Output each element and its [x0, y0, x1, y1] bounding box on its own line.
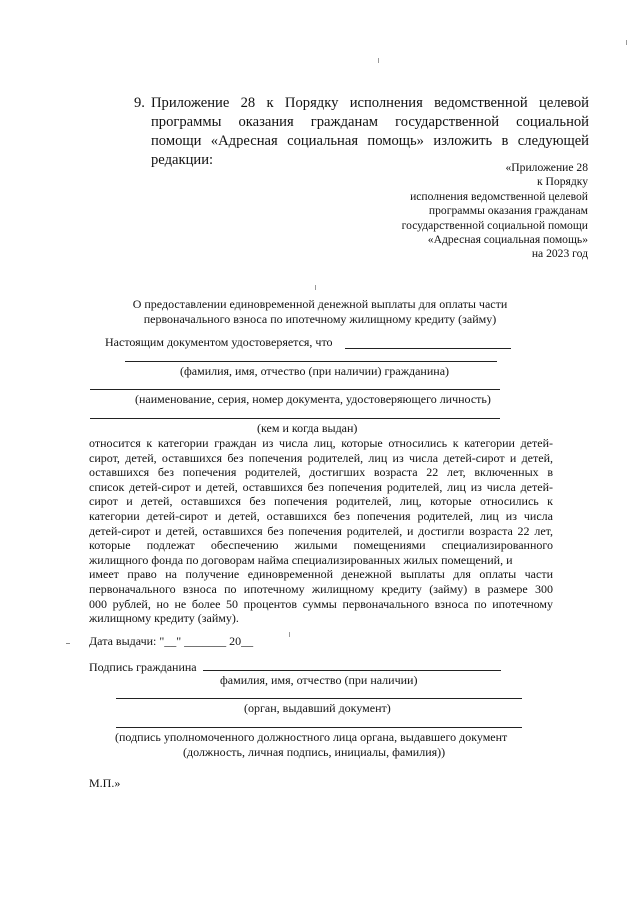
caption-issuer: (орган, выдавший документ) [244, 701, 391, 715]
body-line: которые подлежат обеспечению жилыми помещениями специализированного [89, 538, 553, 553]
body-line: оставшихся без попечения родителей, достигших возраста 22 лет, включенных в [89, 465, 553, 480]
signature-field-line [203, 670, 501, 671]
caption-id-document: (наименование, серия, номер документа, удостоверяющего личность) [135, 392, 491, 406]
official-field-line [116, 727, 522, 728]
caption-citizen-name: фамилия, имя, отчество (при наличии) [220, 673, 418, 687]
id-document-field-line [90, 389, 500, 390]
caption-official-details: (должность, личная подпись, инициалы, фамилия)) [183, 745, 446, 759]
name-field-line [345, 348, 511, 349]
item-text-line: программы оказания гражданам государственной социальной [151, 114, 589, 130]
caption-official-signature: (подпись уполномоченного должностного лица органа, выдавшего документ [115, 730, 508, 744]
scan-speck [315, 285, 316, 290]
appendix-header-line: государственной социальной помощи [401, 218, 588, 232]
body-line: детей-сирот и детей, оставшихся без попечения родителей, и достигли возраста 22 лет, [89, 523, 553, 538]
body-line: категории детей-сирот и детей, оставшихся без попечения родителей, лиц из числа [89, 508, 553, 523]
body-line: 000 рублей, но не более 50 процентов суммы первоначального взноса по ипотечному [89, 596, 553, 611]
caption-citizen-full-name: (фамилия, имя, отчество (при наличии) гражданина) [180, 364, 450, 378]
body-line: жилищного фонда по договорам найма специализированных жилых помещений, и [89, 552, 513, 567]
scan-speck [626, 40, 627, 45]
body-line: первоначального взноса по ипотечному жилищному кредиту (займу) в размере 300 [89, 581, 553, 596]
certificate-body [89, 436, 553, 626]
issue-date: Дата выдачи: "__" _______ 20__ [89, 634, 254, 648]
signature-label: Подпись гражданина [89, 660, 197, 674]
name-field-line-2 [125, 361, 497, 362]
certify-text: Настоящим документом удостоверяется, что [105, 335, 333, 349]
appendix-header-line: «Адресная социальная помощь» [427, 233, 588, 247]
body-line: сирот, детей, оставшихся без попечения родителей, лиц из числа детей-сирот и детей, [89, 450, 553, 465]
certificate-title-line: О предоставлении единовременной денежной выплаты для оплаты части [132, 297, 508, 311]
issued-by-field-line [90, 418, 500, 419]
appendix-header-line: программы оказания гражданам [428, 204, 588, 218]
issuer-field-line [116, 698, 522, 699]
body-line: жилищному кредиту (займу). [89, 611, 239, 626]
scan-speck [66, 643, 70, 644]
body-line: имеет право на получение единовременной денежной выплаты для оплаты части [89, 567, 553, 582]
caption-issued-by: (кем и когда выдан) [257, 421, 358, 435]
certificate-title-line: первоначального взноса по ипотечному жилищному кредиту (займу) [143, 312, 497, 326]
body-line: сирот и детей, оставшихся без попечения родителей, лиц, которые относились к [89, 494, 553, 509]
appendix-header-line: исполнения ведомственной целевой [410, 189, 588, 203]
appendix-header-line: «Приложение 28 [505, 161, 588, 174]
item-text-line: Приложение 28 к Порядку исполнения ведомственной целевой [151, 95, 589, 111]
appendix-header-line: к Порядку [537, 175, 588, 189]
body-line: относится к категории граждан из числа лиц, которые относились к категории детей- [89, 436, 553, 450]
scan-speck [378, 58, 379, 63]
body-line: список детей-сирот и детей, оставшихся без попечения родителей, лиц из числа детей- [89, 479, 553, 494]
amendment-item-9 [134, 94, 589, 170]
item-number: 9. [134, 95, 145, 111]
appendix-header-line: на 2023 год [531, 247, 588, 261]
certificate-title [80, 297, 560, 327]
scan-speck [289, 632, 290, 637]
appendix-header [402, 161, 588, 262]
item-text-line: редакции: [151, 152, 214, 168]
item-text-line: помощи «Адресная социальная помощь» изложить в следующей [151, 133, 589, 149]
stamp-place: М.П.» [89, 776, 121, 790]
